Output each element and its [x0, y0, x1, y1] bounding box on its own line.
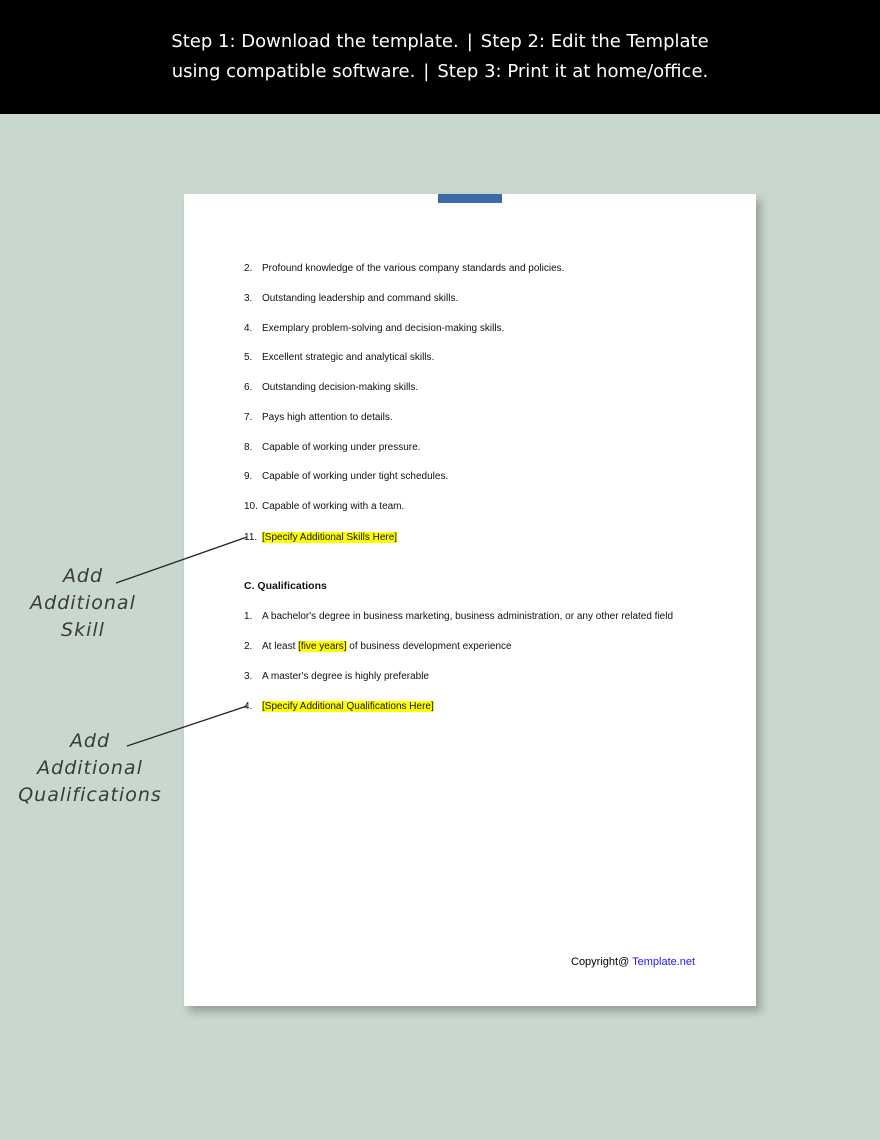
item-number: 11.	[244, 532, 258, 543]
item-text: A master's degree is highly preferable	[262, 671, 429, 682]
callout-line: Additional	[30, 592, 136, 614]
callout-line: Skill	[61, 619, 105, 641]
item-number: 4.	[244, 701, 253, 712]
step-1-text: Step 1: Download the template.	[171, 31, 459, 52]
callout-line: Qualifications	[18, 784, 162, 806]
separator: |	[423, 61, 430, 82]
item-text: Outstanding decision-making skills.	[262, 382, 419, 393]
item-number: 10.	[244, 501, 258, 512]
item-number: 1.	[244, 611, 253, 622]
item-number: 8.	[244, 442, 253, 453]
editable-placeholder-skills[interactable]: [Specify Additional Skills Here]	[262, 532, 398, 543]
qualifications-heading: C. Qualifications	[244, 580, 327, 592]
item-number: 6.	[244, 382, 253, 393]
item-text: Excellent strategic and analytical skills.	[262, 352, 435, 363]
item-number: 2.	[244, 263, 253, 274]
step-2-text: Step 2: Edit the Template	[480, 31, 709, 52]
item-number: 7.	[244, 412, 253, 423]
item-text: Capable of working under tight schedules.	[262, 471, 449, 482]
item-number: 2.	[244, 641, 253, 652]
item-text-suffix: of business development experience	[346, 641, 512, 652]
template-net-link[interactable]: Template.net	[632, 956, 696, 968]
item-number: 3.	[244, 671, 253, 682]
callout-line: Additional	[37, 757, 143, 779]
callout-line: Add	[62, 565, 104, 587]
item-text: Capable of working with a team.	[262, 501, 405, 512]
copyright-label: Copyright@	[571, 956, 633, 968]
item-text: Profound knowledge of the various company standards and policies.	[262, 263, 565, 274]
add-qualifications-callout	[10, 728, 170, 809]
item-number: 5.	[244, 352, 253, 363]
item-text: Capable of working under pressure.	[262, 442, 421, 453]
step-3-text: Step 3: Print it at home/office.	[437, 61, 709, 82]
item-text: Exemplary problem-solving and decision-making skills.	[262, 323, 505, 334]
item-text: Pays high attention to details.	[262, 412, 393, 423]
item-text: A bachelor's degree in business marketing, business administration, or any other related field	[262, 611, 674, 622]
separator: |	[466, 31, 473, 52]
editable-placeholder-qualifications[interactable]: [Specify Additional Qualifications Here]	[262, 701, 434, 712]
item-text: Outstanding leadership and command skills.	[262, 293, 459, 304]
editable-placeholder-years[interactable]: [five years]	[298, 641, 347, 652]
add-skill-callout	[18, 563, 148, 644]
item-number: 9.	[244, 471, 253, 482]
item-number: 3.	[244, 293, 253, 304]
item-text-prefix: At least	[262, 641, 299, 652]
step-2-continued-text: using compatible software.	[171, 61, 416, 82]
item-number: 4.	[244, 323, 253, 334]
callout-line: Add	[69, 730, 111, 752]
